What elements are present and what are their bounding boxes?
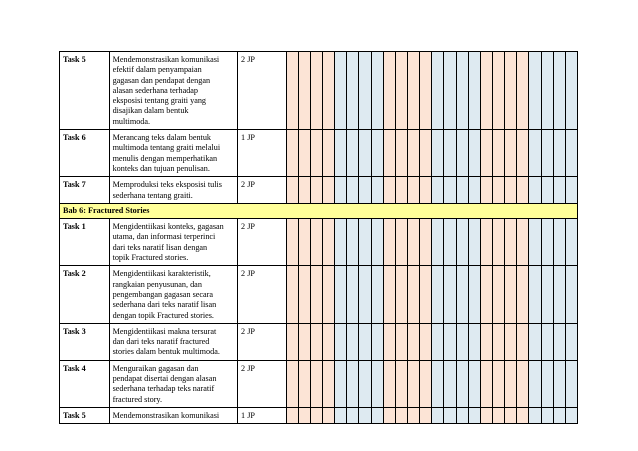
week-cell [420, 219, 432, 266]
week-cell [480, 52, 492, 130]
week-cell [480, 407, 492, 423]
week-cell [408, 219, 420, 266]
week-cell [444, 219, 456, 266]
week-cell [335, 323, 347, 360]
week-cell [298, 407, 310, 423]
week-cell [395, 407, 407, 423]
week-cell [298, 266, 310, 323]
week-cell [432, 219, 444, 266]
week-cell [395, 52, 407, 130]
table-row [60, 177, 578, 204]
week-cell [408, 130, 420, 177]
week-cell [529, 130, 541, 177]
description-line: efektif dalam penyampaian [112, 65, 202, 75]
task-label: Task 2 [60, 266, 110, 323]
week-cell [420, 177, 432, 204]
task-label: Task 5 [60, 407, 110, 423]
week-cell [310, 266, 322, 323]
week-cell [286, 323, 298, 360]
week-cell [553, 130, 565, 177]
week-cell [517, 360, 529, 407]
description-line: sederhana terhadap teks naratif [112, 384, 215, 394]
table-row [60, 360, 578, 407]
week-cell [456, 360, 468, 407]
week-cell [529, 266, 541, 323]
week-cell [395, 323, 407, 360]
week-cell [383, 177, 395, 204]
task-description [109, 52, 237, 130]
task-label: Task 3 [60, 323, 110, 360]
week-cell [493, 219, 505, 266]
week-cell [323, 130, 335, 177]
week-cell [444, 360, 456, 407]
week-cell [408, 360, 420, 407]
week-cell [347, 323, 359, 360]
week-cell [347, 407, 359, 423]
week-cell [505, 266, 517, 323]
week-cell [323, 407, 335, 423]
week-cell [335, 360, 347, 407]
hours-cell: 2 JP [238, 219, 287, 266]
week-cell [456, 219, 468, 266]
section-title: Bab 6: Fractured Stories [60, 203, 578, 218]
week-cell [298, 52, 310, 130]
week-cell [383, 130, 395, 177]
week-cell [468, 52, 480, 130]
task-description [109, 266, 237, 323]
week-cell [553, 177, 565, 204]
week-cell [420, 130, 432, 177]
hours-cell: 1 JP [238, 407, 287, 423]
description-line: sederhana dari teks naratif lisan [112, 300, 217, 310]
description-line: Menguraikan gagasan dan [112, 363, 199, 373]
week-cell [456, 266, 468, 323]
week-cell [347, 266, 359, 323]
week-cell [541, 177, 553, 204]
week-cell [529, 360, 541, 407]
week-cell [468, 360, 480, 407]
week-cell [480, 323, 492, 360]
week-cell [286, 219, 298, 266]
week-cell [347, 52, 359, 130]
week-cell [298, 130, 310, 177]
description-line: dari teks naratif lisan dengan [112, 242, 208, 252]
week-cell [480, 130, 492, 177]
description-line: multimoda. [112, 116, 151, 126]
week-cell [432, 323, 444, 360]
table-row [60, 323, 578, 360]
week-cell [371, 130, 383, 177]
week-cell [420, 266, 432, 323]
week-cell [395, 360, 407, 407]
description-line: Mendemonstrasikan komunikasi [112, 410, 220, 420]
task-label: Task 5 [60, 52, 110, 130]
week-cell [480, 360, 492, 407]
week-cell [553, 219, 565, 266]
week-cell [420, 360, 432, 407]
week-cell [553, 52, 565, 130]
week-cell [335, 130, 347, 177]
week-cell [517, 266, 529, 323]
week-cell [565, 360, 577, 407]
week-cell [371, 177, 383, 204]
hours-cell: 2 JP [238, 360, 287, 407]
week-cell [371, 266, 383, 323]
week-cell [565, 323, 577, 360]
week-cell [432, 177, 444, 204]
week-cell [286, 177, 298, 204]
week-cell [468, 323, 480, 360]
description-line: gagasan dan pendapat dengan [112, 75, 211, 85]
description-line: utama, dan informasi terperinci [112, 232, 216, 242]
week-cell [432, 360, 444, 407]
task-description [109, 360, 237, 407]
week-cell [493, 407, 505, 423]
week-cell [359, 177, 371, 204]
week-cell [529, 52, 541, 130]
week-cell [310, 407, 322, 423]
week-cell [335, 266, 347, 323]
week-cell [383, 52, 395, 130]
week-cell [347, 130, 359, 177]
week-cell [323, 266, 335, 323]
task-description [109, 219, 237, 266]
week-cell [286, 407, 298, 423]
week-cell [408, 407, 420, 423]
week-cell [493, 360, 505, 407]
description-line: stories dalam bentuk multimoda. [112, 347, 220, 357]
week-cell [335, 52, 347, 130]
week-cell [323, 323, 335, 360]
week-cell [541, 360, 553, 407]
hours-cell: 1 JP [238, 130, 287, 177]
week-cell [395, 130, 407, 177]
week-cell [565, 219, 577, 266]
description-line: multimoda tentang graiti melalui [112, 143, 221, 153]
week-cell [468, 219, 480, 266]
week-cell [298, 323, 310, 360]
week-cell [323, 360, 335, 407]
week-cell [359, 266, 371, 323]
description-line: Mengidentiikasi karakteristik, [112, 269, 211, 279]
week-cell [468, 407, 480, 423]
week-cell [541, 52, 553, 130]
week-cell [480, 266, 492, 323]
week-cell [298, 219, 310, 266]
description-line: Merancang teks dalam bentuk [112, 133, 212, 143]
week-cell [383, 407, 395, 423]
week-cell [541, 266, 553, 323]
week-cell [383, 219, 395, 266]
table-body [60, 52, 578, 424]
week-cell [359, 52, 371, 130]
week-cell [432, 266, 444, 323]
week-cell [323, 177, 335, 204]
week-cell [359, 219, 371, 266]
week-cell [541, 219, 553, 266]
task-description [109, 177, 237, 204]
week-cell [383, 323, 395, 360]
week-cell [444, 407, 456, 423]
week-cell [456, 52, 468, 130]
lesson-plan-table [59, 51, 578, 424]
description-line: pendapat disertai dengan alasan [112, 374, 217, 384]
description-line: disajikan dalam bentuk [112, 106, 189, 116]
week-cell [529, 407, 541, 423]
week-cell [310, 52, 322, 130]
hours-cell: 2 JP [238, 266, 287, 323]
week-cell [529, 219, 541, 266]
week-cell [408, 323, 420, 360]
week-cell [517, 323, 529, 360]
week-cell [371, 52, 383, 130]
week-cell [493, 130, 505, 177]
week-cell [444, 130, 456, 177]
week-cell [371, 219, 383, 266]
table-row [60, 266, 578, 323]
week-cell [420, 407, 432, 423]
table-row [60, 130, 578, 177]
week-cell [456, 407, 468, 423]
week-cell [347, 177, 359, 204]
week-cell [517, 130, 529, 177]
section-row [60, 203, 578, 218]
week-cell [517, 177, 529, 204]
week-cell [553, 266, 565, 323]
week-cell [432, 407, 444, 423]
hours-cell: 2 JP [238, 177, 287, 204]
week-cell [347, 360, 359, 407]
week-cell [565, 407, 577, 423]
week-cell [310, 219, 322, 266]
week-cell [480, 177, 492, 204]
week-cell [286, 52, 298, 130]
week-cell [493, 323, 505, 360]
description-line: alasan sederhana terhadap [112, 85, 199, 95]
week-cell [310, 177, 322, 204]
description-line: pengembangan gagasan secara [112, 289, 214, 299]
week-cell [565, 52, 577, 130]
week-cell [395, 177, 407, 204]
week-cell [286, 130, 298, 177]
week-cell [468, 130, 480, 177]
week-cell [432, 130, 444, 177]
week-cell [565, 130, 577, 177]
hours-cell: 2 JP [238, 323, 287, 360]
week-cell [298, 360, 310, 407]
week-cell [310, 360, 322, 407]
week-cell [432, 52, 444, 130]
week-cell [553, 360, 565, 407]
week-cell [323, 219, 335, 266]
description-line: Mendemonstrasikan komunikasi [112, 55, 220, 64]
description-line: konteks dan tujuan penulisan. [112, 163, 210, 173]
week-cell [565, 266, 577, 323]
week-cell [335, 407, 347, 423]
task-label: Task 6 [60, 130, 110, 177]
table-row [60, 219, 578, 266]
week-cell [383, 266, 395, 323]
table-row [60, 407, 578, 423]
week-cell [347, 219, 359, 266]
description-line: dengan topik Fractured stories. [112, 310, 214, 320]
week-cell [286, 266, 298, 323]
week-cell [408, 266, 420, 323]
week-cell [493, 177, 505, 204]
week-cell [420, 52, 432, 130]
task-label: Task 7 [60, 177, 110, 204]
week-cell [408, 52, 420, 130]
task-description [109, 130, 237, 177]
week-cell [517, 407, 529, 423]
week-cell [359, 323, 371, 360]
week-cell [553, 323, 565, 360]
week-cell [335, 177, 347, 204]
hours-cell: 2 JP [238, 52, 287, 130]
week-cell [541, 323, 553, 360]
description-line: Mengidentiikasi konteks, gagasan [112, 222, 224, 232]
description-line: Memproduksi teks eksposisi tulis [112, 180, 222, 190]
description-line: eksposisi tentang graiti yang [112, 96, 207, 106]
week-cell [505, 360, 517, 407]
week-cell [444, 52, 456, 130]
description-line: Mengidentiikasi makna tersurat [112, 326, 217, 336]
week-cell [371, 323, 383, 360]
week-cell [493, 266, 505, 323]
week-cell [371, 407, 383, 423]
week-cell [505, 52, 517, 130]
task-description [109, 407, 237, 423]
description-line: sederhana tentang graiti. [112, 190, 193, 200]
week-cell [408, 177, 420, 204]
week-cell [553, 407, 565, 423]
week-cell [468, 177, 480, 204]
week-cell [286, 360, 298, 407]
week-cell [323, 52, 335, 130]
week-cell [420, 323, 432, 360]
task-label: Task 1 [60, 219, 110, 266]
week-cell [371, 360, 383, 407]
week-cell [505, 323, 517, 360]
table-row [60, 52, 578, 130]
week-cell [359, 407, 371, 423]
week-cell [517, 219, 529, 266]
description-line: fractured story. [112, 394, 163, 404]
description-line: rangkaian penyusunan, dan [112, 279, 202, 289]
week-cell [456, 177, 468, 204]
week-cell [444, 177, 456, 204]
week-cell [310, 323, 322, 360]
week-cell [468, 266, 480, 323]
week-cell [456, 130, 468, 177]
week-cell [310, 130, 322, 177]
week-cell [359, 360, 371, 407]
week-cell [444, 266, 456, 323]
description-line: topik Fractured stories. [112, 253, 189, 263]
week-cell [529, 177, 541, 204]
week-cell [456, 323, 468, 360]
task-label: Task 4 [60, 360, 110, 407]
description-line: menulis dengan memperhatikan [112, 153, 218, 163]
week-cell [395, 266, 407, 323]
week-cell [444, 323, 456, 360]
week-cell [541, 130, 553, 177]
week-cell [298, 177, 310, 204]
week-cell [493, 52, 505, 130]
week-cell [335, 219, 347, 266]
week-cell [517, 52, 529, 130]
week-cell [529, 323, 541, 360]
week-cell [480, 219, 492, 266]
week-cell [505, 407, 517, 423]
task-description [109, 323, 237, 360]
week-cell [395, 219, 407, 266]
week-cell [359, 130, 371, 177]
week-cell [505, 219, 517, 266]
description-line: dan dari teks naratif fractured [112, 337, 210, 347]
week-cell [505, 177, 517, 204]
week-cell [505, 130, 517, 177]
week-cell [541, 407, 553, 423]
week-cell [383, 360, 395, 407]
week-cell [565, 177, 577, 204]
